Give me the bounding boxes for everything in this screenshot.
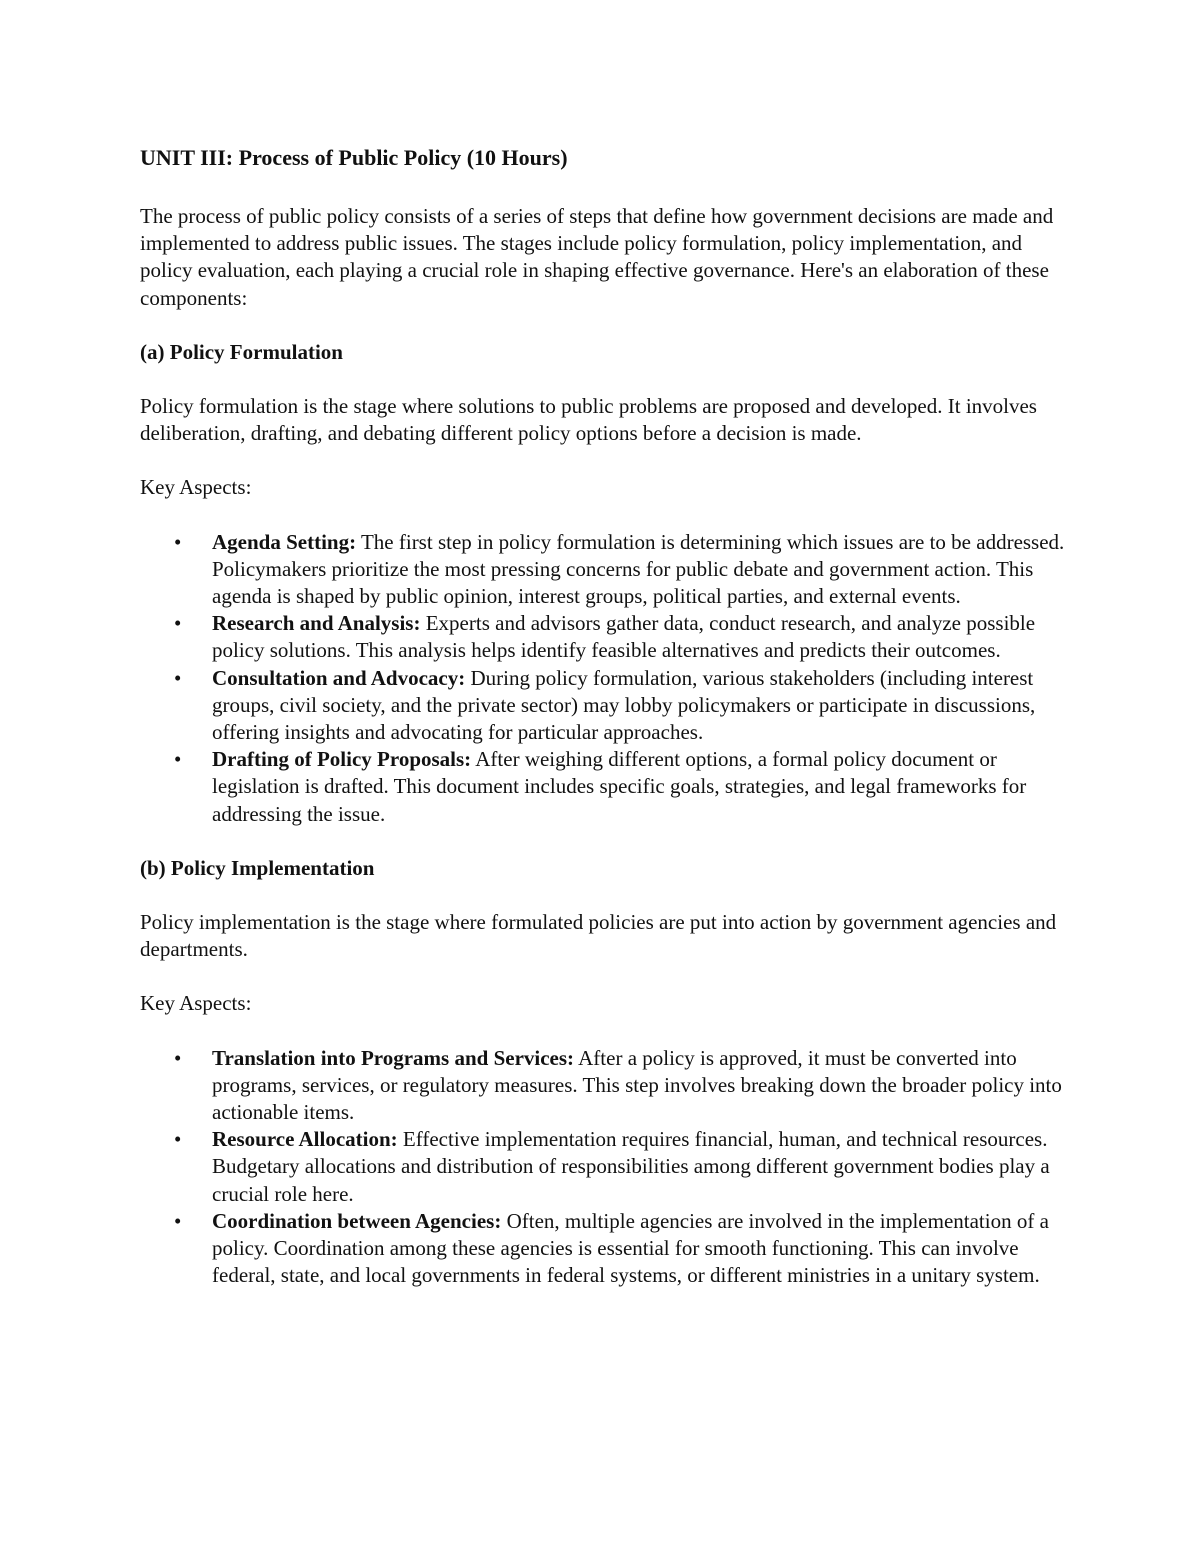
item-text: After weighing different options, a formal policy document or legislation is drafted. This document includes specific goals, strategies, and legal frameworks for addressing the issue.: [212, 747, 1027, 826]
list-item: [140, 529, 1070, 611]
item-text: The first step in policy formulation is determining which issues are to be addressed. Policymakers prioritize the most pressing concerns for public debate and government action. This agenda is shaped by public opinion, interest groups, political parties, and external events.: [212, 529, 1065, 609]
item-term: Translation into Programs and Services:: [212, 1045, 575, 1070]
key-aspects-label: Key Aspects:: [140, 475, 252, 500]
bullet-icon: •: [174, 1045, 182, 1070]
list-item: [140, 746, 1070, 828]
item-term: Resource Allocation:: [212, 1127, 398, 1152]
item-text: During policy formulation, various stakeholders (including interest groups, civil society, and the private sector) may lobby policymakers or participate in discussions, offering insights and advocating for particular approaches.: [212, 665, 1036, 745]
section-description: Policy implementation is the stage where formulated policies are put into action by government agencies and departments.: [140, 910, 1057, 962]
list-item: [140, 1126, 1070, 1208]
section-heading-policy-implementation: (b) Policy Implementation: [140, 855, 375, 880]
item-term: Consultation and Advocacy:: [212, 665, 466, 690]
item-term: Coordination between Agencies:: [212, 1208, 502, 1233]
bullet-icon: •: [174, 1127, 182, 1152]
item-term: Research and Analysis:: [212, 611, 421, 636]
key-aspects-list: [140, 1045, 1070, 1290]
item-text: After a policy is approved, it must be converted into programs, services, or regulatory measures. This step involves breaking down the broader policy into actionable items.: [212, 1045, 1062, 1125]
item-text: Effective implementation requires financial, human, and technical resources. Budgetary allocations and distribution of responsibilities among different government bodies play a crucial role here.: [212, 1127, 1050, 1206]
section-description: Policy formulation is the stage where solutions to public problems are proposed and developed. It involves deliberation, drafting, and debating different policy options before a decision is made.: [140, 394, 1037, 446]
bullet-icon: •: [174, 665, 182, 690]
document-page: [140, 140, 1070, 1317]
list-item: [140, 1208, 1070, 1290]
bullet-icon: •: [174, 611, 182, 636]
item-term: Drafting of Policy Proposals:: [212, 747, 472, 772]
bullet-icon: •: [174, 1208, 182, 1233]
document-title: UNIT III: Process of Public Policy (10 Hours): [140, 145, 568, 170]
item-text: Often, multiple agencies are involved in the implementation of a policy. Coordination among these agencies is essential for smooth functioning. This can involve federal, state, and local governments in federal systems, or different ministries in a unitary system.: [212, 1208, 1049, 1288]
section-heading-policy-formulation: (a) Policy Formulation: [140, 339, 343, 364]
bullet-icon: •: [174, 529, 182, 554]
list-item: [140, 1045, 1070, 1127]
key-aspects-list: [140, 529, 1070, 828]
list-item: [140, 665, 1070, 747]
intro-paragraph: The process of public policy consists of a series of steps that define how government decisions are made and implemented to address public issues. The stages include policy formulation, policy implementation, and policy evaluation, each playing a crucial role in shaping effective governance. Here's an elaboration of these components:: [140, 204, 1054, 310]
item-term: Agenda Setting:: [212, 529, 357, 554]
bullet-icon: •: [174, 747, 182, 772]
list-item: [140, 610, 1070, 664]
item-text: Experts and advisors gather data, conduct research, and analyze possible policy solutions. This analysis helps identify feasible alternatives and predicts their outcomes.: [212, 611, 1036, 663]
key-aspects-label: Key Aspects:: [140, 991, 252, 1016]
